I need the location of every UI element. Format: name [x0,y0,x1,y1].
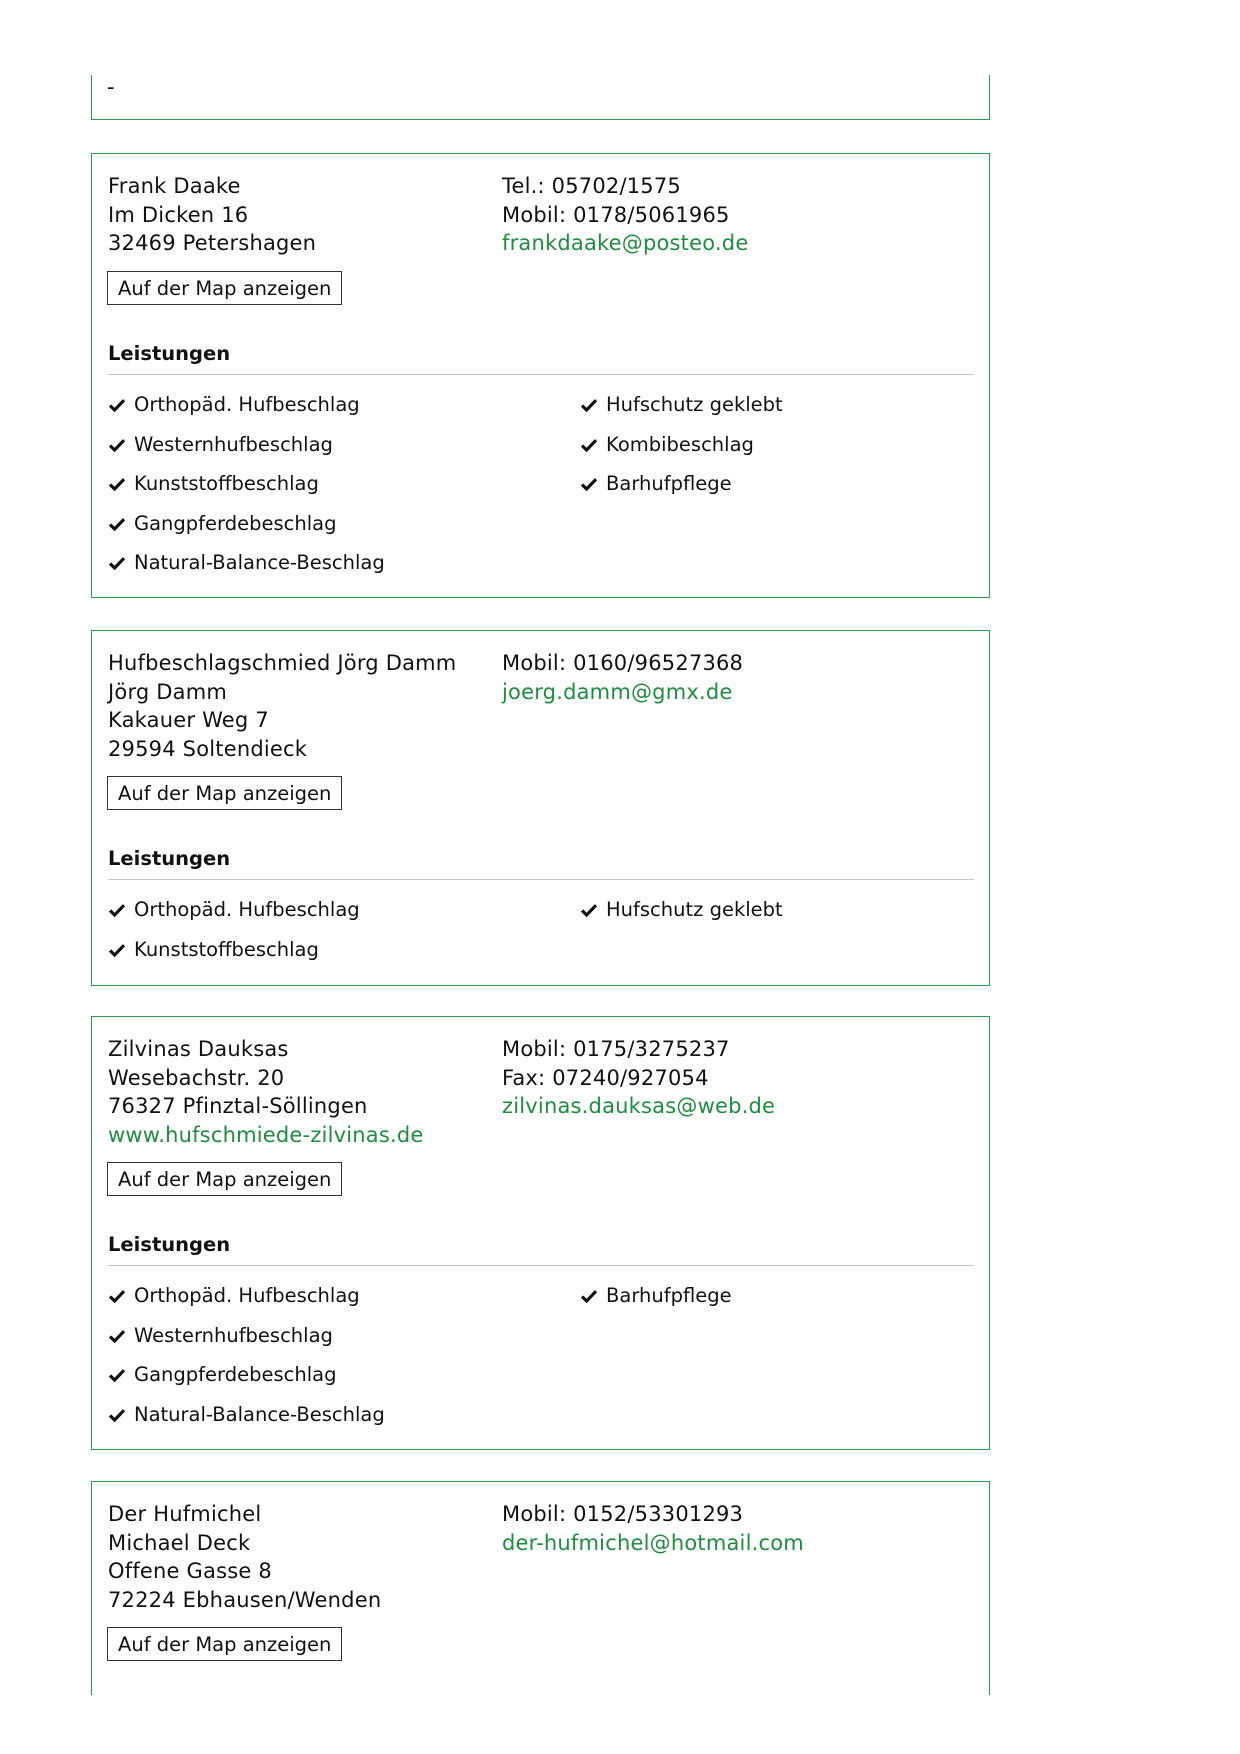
show-on-map-button[interactable]: Auf der Map anzeigen [107,1162,342,1196]
farrier-card [91,630,990,986]
phone-line: Tel.: 05702/1575 [502,174,681,198]
service-item: Hufschutz geklebt [580,392,783,418]
address-line: Hufbeschlagschmied Jörg Damm [108,651,457,675]
services-divider [108,879,974,880]
services-heading: Leistungen [108,847,231,870]
fax-line: Fax: 07240/927054 [502,1065,709,1090]
address-line: Jörg Damm [108,679,228,704]
check-icon [108,438,126,452]
check-icon [108,1368,126,1382]
service-item: Kunststoffbeschlag [108,937,319,963]
email-link[interactable]: joerg.damm@gmx.de [502,679,733,704]
address-line: Wesebachstr. 20 [108,1065,285,1090]
service-item: Hufschutz geklebt [580,897,783,923]
services-heading: Leistungen [108,342,231,365]
show-on-map-button[interactable]: Auf der Map anzeigen [107,1627,342,1661]
check-icon [108,903,126,917]
farrier-card [91,1481,990,1695]
check-icon [580,477,598,491]
services-divider [108,1265,974,1266]
address-line: Offene Gasse 8 [108,1559,272,1583]
check-icon [108,398,126,412]
address-line: 32469 Petershagen [108,231,317,255]
service-item: Westernhufbeschlag [108,1323,333,1349]
address-line: 72224 Ebhausen/Wenden [108,1587,382,1612]
address-line: Der Hufmichel [108,1502,262,1526]
address-line: Zilvinas Dauksas [108,1037,289,1061]
farrier-card [91,153,990,598]
show-on-map-button[interactable]: Auf der Map anzeigen [107,776,342,810]
check-icon [108,556,126,570]
email-link[interactable]: zilvinas.dauksas@web.de [502,1094,776,1118]
service-item: Barhufpflege [580,1283,732,1309]
service-item: Natural-Balance-Beschlag [108,1402,385,1428]
previous-entry-dash: - [107,75,115,99]
address-line: Michael Deck [108,1530,251,1555]
previous-entry-card [91,75,990,120]
service-item: Orthopäd. Hufbeschlag [108,897,360,923]
check-icon [108,1408,126,1422]
farrier-card [91,1016,990,1450]
mobile-line: Mobil: 0160/96527368 [502,651,744,675]
address-line: 29594 Soltendieck [108,736,308,761]
service-item: Orthopäd. Hufbeschlag [108,1283,360,1309]
service-item: Kunststoffbeschlag [108,471,319,497]
mobile-line: Mobil: 0178/5061965 [502,202,730,227]
check-icon [108,477,126,491]
mobile-line: Mobil: 0175/3275237 [502,1037,730,1061]
email-link[interactable]: frankdaake@posteo.de [502,231,749,255]
show-on-map-button[interactable]: Auf der Map anzeigen [107,271,342,305]
check-icon [108,943,126,957]
address-line: Im Dicken 16 [108,202,249,227]
service-item: Natural-Balance-Beschlag [108,550,385,576]
check-icon [580,398,598,412]
check-icon [580,903,598,917]
website-link[interactable]: www.hufschmiede-zilvinas.de [108,1122,424,1147]
check-icon [108,517,126,531]
mobile-line: Mobil: 0152/53301293 [502,1502,744,1526]
check-icon [108,1329,126,1343]
service-item: Gangpferdebeschlag [108,1362,336,1388]
address-line: Frank Daake [108,174,241,198]
check-icon [108,1289,126,1303]
service-item: Barhufpflege [580,471,732,497]
address-line: 76327 Pfinztal-Söllingen [108,1094,368,1118]
service-item: Orthopäd. Hufbeschlag [108,392,360,418]
email-link[interactable]: der-hufmichel@hotmail.com [502,1530,804,1555]
check-icon [580,1289,598,1303]
service-item: Kombibeschlag [580,432,754,458]
check-icon [580,438,598,452]
service-item: Gangpferdebeschlag [108,511,336,537]
address-line: Kakauer Weg 7 [108,708,269,732]
services-heading: Leistungen [108,1233,231,1256]
service-item: Westernhufbeschlag [108,432,333,458]
services-divider [108,374,974,375]
